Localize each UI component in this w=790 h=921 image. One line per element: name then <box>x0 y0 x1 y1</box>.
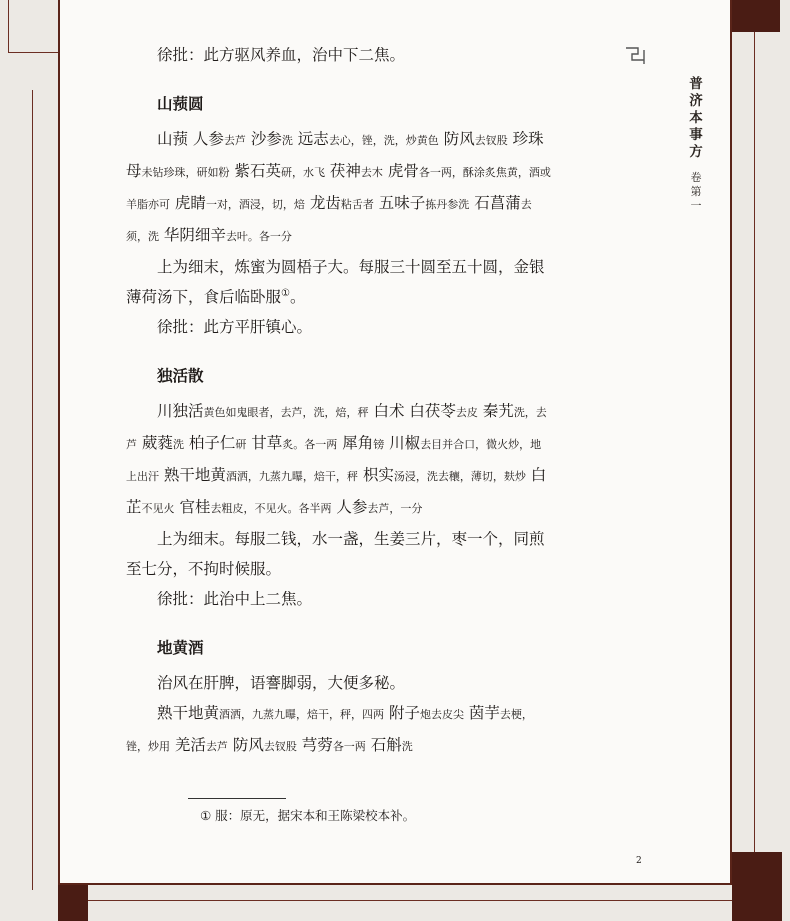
commentary-note: 徐批：此方驱风养血，治中下二焦。 <box>157 46 406 64</box>
annotation-text: 炮去皮尖 <box>419 708 464 721</box>
body-text: 五味子 <box>373 194 426 212</box>
frame-bar-top-right <box>732 0 780 32</box>
body-text: 石斛 <box>365 736 402 754</box>
annotation-text: 洗 <box>281 134 293 147</box>
body-text: 。 <box>289 288 306 306</box>
paragraph <box>126 124 552 252</box>
body-text: 虎骨 <box>382 162 419 180</box>
body-text: 珍珠母 <box>126 130 544 180</box>
body-text: 葳蕤 <box>137 434 173 452</box>
body-text: 远志 <box>292 130 329 148</box>
annotation-text: 各一两，酥涂炙焦黄，酒或羊脂亦可 <box>126 166 551 211</box>
annotation-text: 黄色如鬼眼者，去芦，洗，焙，秤 <box>203 406 369 419</box>
body-text: 石菖蒲 <box>469 194 521 212</box>
frame-line-right-v <box>754 32 755 852</box>
body-text: 官桂 <box>174 498 211 516</box>
frame-line-left-v <box>8 0 9 52</box>
body-text: 茵芋 <box>463 704 500 722</box>
body-text: 甘草 <box>246 434 283 452</box>
footnote-marker: ① <box>281 287 290 299</box>
footnote: ① 服：原无，据宋本和王陈梁校本补。 <box>200 808 416 823</box>
annotation-text: 炙。各一两 <box>282 438 338 451</box>
body-text: 茯神 <box>324 162 361 180</box>
body-text: 山蓣 人参 <box>157 130 224 148</box>
annotation-text: 去粗皮，不见火。各半两 <box>210 502 332 515</box>
body-text: 秦艽 <box>477 402 514 420</box>
annotation-text: 汤浸，洗去穰，薄切，麸炒 <box>393 470 526 483</box>
annotation-text: 去皮 <box>455 406 478 419</box>
annotation-text: 去芦 <box>223 134 246 147</box>
page-number: 2 <box>636 856 642 866</box>
seal-ornament-icon <box>624 46 648 66</box>
annotation-text: 各一两 <box>332 740 366 753</box>
frame-line-left-v2 <box>32 90 33 890</box>
annotation-text: 去心，锉，洗，炒黄色 <box>328 134 439 147</box>
annotation-text: 酒洒，九蒸九曝，焙干，秤 <box>225 470 358 483</box>
body-text: 犀角 <box>337 434 374 452</box>
annotation-text: 去目并合口，微火炒，地上出汗 <box>126 438 542 483</box>
annotation-text: 洗，去芦 <box>126 406 547 451</box>
annotation-text: 不见火 <box>141 502 175 515</box>
body-text: 川椒 <box>384 434 421 452</box>
frame-bar-bottom-left <box>58 885 88 921</box>
body-text: 治风在肝脾，语謇脚弱，大便多秘。 <box>157 674 406 692</box>
body-text: 上为细末，炼蜜为圆梧子大。每服三十圆至五十圆，金银薄荷汤下，食后临卧服 <box>126 258 545 306</box>
body-text: 上为细末。每服二钱，水一盏，生姜三片，枣一个，同煎至七分，不拘时候服。 <box>126 530 545 578</box>
body-text: 枳实 <box>357 466 394 484</box>
body-text: 华阴细辛 <box>159 226 226 244</box>
annotation-text: 去钗股 <box>263 740 297 753</box>
paragraph <box>126 698 552 762</box>
prescription-title: 独活散 <box>157 367 204 385</box>
main-text <box>126 40 552 762</box>
prescription-title: 山蓣圆 <box>157 95 204 113</box>
annotation-text: 洗 <box>172 438 184 451</box>
commentary-note: 徐批：此治中上二焦。 <box>157 590 313 608</box>
annotation-text: 去叶。各一分 <box>225 230 292 243</box>
prescription-title: 地黄酒 <box>157 639 204 657</box>
annotation-text: 拣丹参洗 <box>425 198 470 211</box>
annotation-text: 镑 <box>373 438 385 451</box>
body-text: 防风 <box>438 130 475 148</box>
frame-bar-bottom-right <box>732 852 782 921</box>
annotation-text: 未钻珍珠，研如粉 <box>141 166 230 179</box>
body-text: 芎䓖 <box>296 736 333 754</box>
annotation-text: 去梗，锉，炒用 <box>126 708 533 753</box>
body-text: 紫石英 <box>229 162 281 180</box>
frame-line-bottom-h <box>88 900 732 901</box>
body-text: 防风 <box>227 736 264 754</box>
body-text: 人参 <box>331 498 368 516</box>
body-text: 川独活 <box>157 402 204 420</box>
body-text: 沙参 <box>245 130 282 148</box>
commentary-note: 徐批：此方平肝镇心。 <box>157 318 313 336</box>
body-text: 白芷 <box>126 466 547 516</box>
paragraph <box>126 396 552 524</box>
annotation-text: 粘舌者 <box>340 198 374 211</box>
running-header <box>686 76 706 213</box>
running-header-volume: 卷第一 <box>690 171 702 212</box>
annotation-text: 去木 <box>360 166 383 179</box>
body-text: 柏子仁 <box>183 434 236 452</box>
paragraph <box>126 252 552 312</box>
annotation-text: 去芦，一分 <box>367 502 423 515</box>
annotation-text: 去须，洗 <box>126 198 532 243</box>
body-text: 熟干地黄 <box>159 466 226 484</box>
annotation-text: 研 <box>235 438 247 451</box>
frame-line-left-h <box>8 52 58 53</box>
annotation-text: 洗 <box>401 740 413 753</box>
body-text: 羌活 <box>170 736 206 754</box>
body-text: 附子 <box>384 704 420 722</box>
running-header-title: 普济本事方 <box>689 76 703 160</box>
footnote-separator <box>188 798 286 799</box>
annotation-text: 去芦 <box>205 740 228 753</box>
annotation-text: 研，水飞 <box>280 166 325 179</box>
paragraph <box>126 668 552 698</box>
annotation-text: 一对，酒浸，切，焙 <box>205 198 305 211</box>
body-text: 虎睛 <box>170 194 206 212</box>
body-text: 龙齿 <box>304 194 341 212</box>
annotation-text: 去钗股 <box>474 134 508 147</box>
body-text: 熟干地黄 <box>157 704 220 722</box>
paragraph <box>126 524 552 584</box>
annotation-text: 酒洒，九蒸九曝，焙干，秤，四两 <box>219 708 385 721</box>
body-text: 白术 白茯苓 <box>368 402 456 420</box>
